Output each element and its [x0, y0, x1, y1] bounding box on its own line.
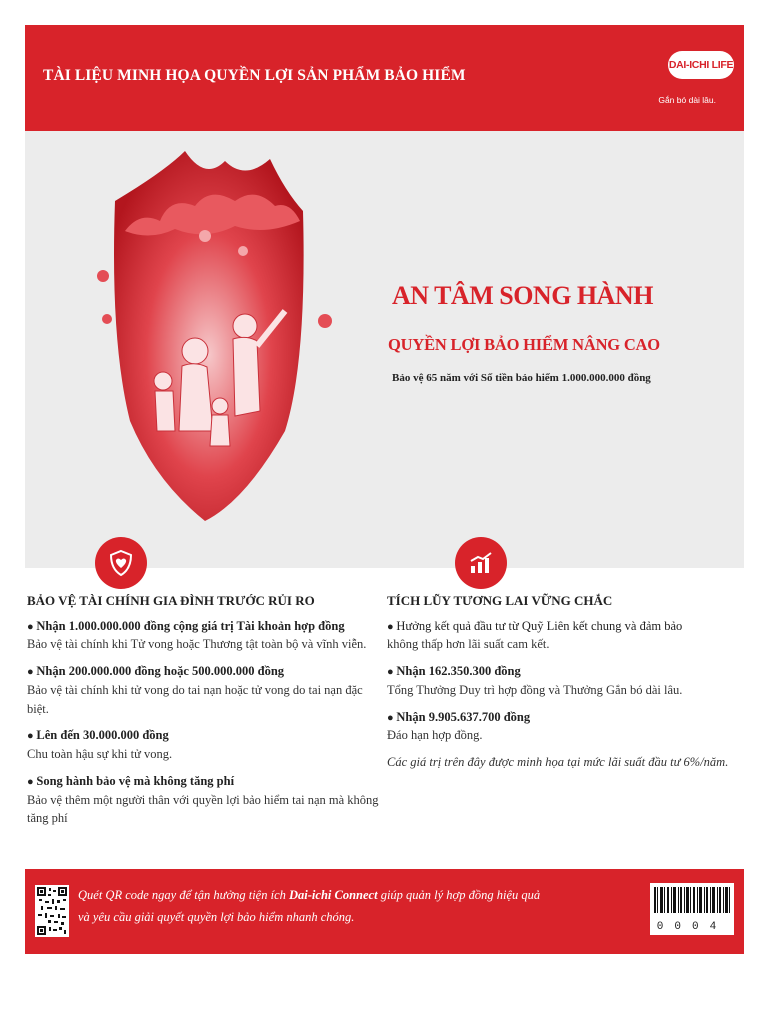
list-item [27, 772, 379, 828]
item-title: ● Nhận 9.905.637.700 đồng [387, 708, 744, 727]
list-item [27, 726, 379, 764]
item-desc: Chu toàn hậu sự khi tử vong. [27, 747, 173, 761]
hero-banner [25, 131, 744, 568]
growth-chart-icon [455, 537, 507, 589]
item-title: ● Nhận 162.350.300 đồng [387, 662, 744, 681]
list-item [387, 708, 744, 746]
hero-coverage-note: Bảo vệ 65 năm với Số tiền bảo hiểm 1.000.000.000 đồng [392, 372, 651, 384]
family-shield-illustration [85, 141, 345, 541]
footer-line-1 [78, 885, 540, 907]
app-name: Dai-ichi Connect [289, 888, 378, 902]
qr-code-icon[interactable] [35, 885, 69, 937]
list-item [387, 617, 744, 655]
interest-rate-note: Các giá trị trên đây được minh họa tại mức lãi suất đầu tư 6%/năm. [387, 755, 729, 769]
item-desc: Bảo vệ thêm một người thân với quyền lợi bảo hiểm tai nạn mà không tăng phí [27, 792, 379, 826]
logo-tagline: Gắn bó dài lâu. [658, 95, 716, 105]
savings-heading: TÍCH LŨY TƯƠNG LAI VỮNG CHẮC [387, 593, 613, 608]
item-desc: Bảo vệ tài chính khi Tử vong hoặc Thương tật toàn bộ và vĩnh viễn. [27, 637, 367, 652]
shield-heart-icon [95, 537, 147, 589]
footer-line-1-prefix: Quét QR code ngay để tận hưởng tiện ích [78, 888, 290, 902]
header-bar [25, 25, 744, 131]
hero-title: AN TÂM SONG HÀNH [392, 281, 653, 310]
barcode-bars [654, 887, 730, 913]
hero-subtitle: QUYỀN LỢI BẢO HIỂM NÂNG CAO [388, 335, 660, 354]
item-title: ● Nhận 1.000.000.000 đồng cộng giá trị Tài khoản hợp đồng [27, 617, 379, 636]
footer-line-1-suffix: giúp quản lý hợp đồng hiệu quả [377, 888, 541, 902]
item-desc: không thấp hơn lãi suất cam kết. [387, 637, 550, 652]
barcode-number: 0004 [656, 921, 728, 933]
list-item [27, 617, 379, 655]
item-desc: Tổng Thưởng Duy trì hợp đồng và Thưởng Gắn bó dài lâu. [387, 682, 683, 697]
protection-column [27, 591, 379, 836]
footer-message [78, 885, 540, 929]
protection-heading: BẢO VỆ TÀI CHÍNH GIA ĐÌNH TRƯỚC RỦI RO [27, 593, 315, 608]
list-item [387, 662, 744, 700]
item-title: ● Song hành bảo vệ mà không tăng phí [27, 772, 379, 791]
footer-line-2: và yêu cầu giải quyết quyền lợi bảo hiểm nhanh chóng. [78, 909, 355, 924]
logo-text: DAI-ICHI LIFE [668, 59, 734, 71]
document-title: TÀI LIỆU MINH HỌA QUYỀN LỢI SẢN PHẨM BẢO HIỂM [43, 67, 466, 84]
footer-bar [25, 869, 744, 954]
dai-ichi-logo [668, 51, 734, 79]
item-title: ● Lên đến 30.000.000 đồng [27, 726, 379, 745]
item-desc: Bảo vệ tài chính khi tử vong do tai nạn hoặc tử vong do tai nạn đặc biệt. [27, 682, 363, 716]
item-desc: Đáo hạn hợp đồng. [387, 728, 483, 743]
barcode [650, 883, 734, 935]
savings-column [387, 591, 744, 772]
list-item [27, 662, 379, 718]
item-title: ● Hưởng kết quả đầu tư từ Quỹ Liên kết chung và đảm bảo [387, 617, 744, 636]
item-title: ● Nhận 200.000.000 đồng hoặc 500.000.000 đồng [27, 662, 379, 681]
page [25, 25, 744, 954]
